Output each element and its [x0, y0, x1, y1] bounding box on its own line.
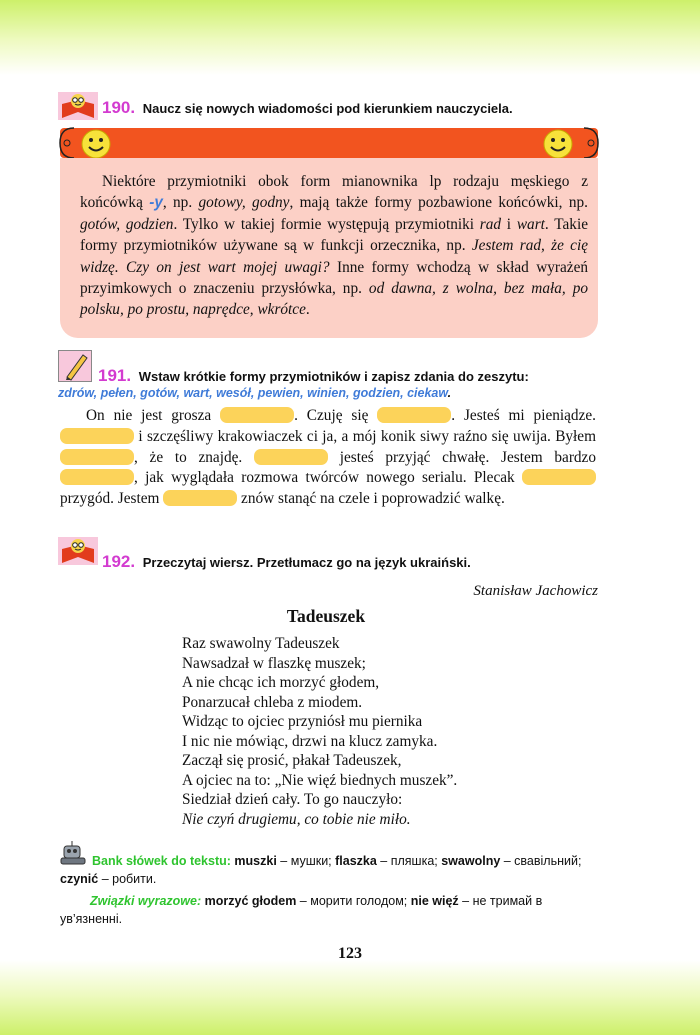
- rule-ending: -y: [149, 194, 163, 212]
- word-list-end: .: [447, 386, 452, 400]
- page-number: 123: [338, 945, 362, 962]
- poem-line: I nic nie mówiąc, drzwi na klucz zamyka.: [182, 732, 438, 750]
- rule-example: gotowy, godny: [198, 194, 290, 212]
- blank-gap[interactable]: [254, 449, 328, 465]
- exercise-number: 190.: [102, 98, 136, 117]
- blank-gap[interactable]: [60, 449, 134, 465]
- bank-word: flaszka: [335, 854, 377, 868]
- exercise-instruction: Naucz się nowych wiadomości pod kierunkiem nauczyciela.: [142, 101, 513, 116]
- word-phrases: [60, 892, 600, 928]
- sentence-part: jesteś przyjąć chwałę. Jestem bardzo: [327, 448, 596, 466]
- poem-line: Nawsadzał w flaszkę muszek;: [182, 654, 366, 672]
- rule-example: rad: [479, 215, 502, 233]
- blank-gap[interactable]: [60, 428, 134, 444]
- bank-translation: – робити.: [98, 872, 157, 886]
- exercise-number: 192.: [102, 552, 136, 571]
- rule-text-part: . Tylko w takiej formie występują przymiotniki: [173, 215, 480, 233]
- blank-gap[interactable]: [377, 407, 451, 423]
- exercise-191-text: [60, 406, 596, 510]
- reading-book-icon: [58, 537, 98, 570]
- rule-text-part: . Takie formy przymiotników używane są w funkcji orzecznika, np.: [80, 215, 588, 255]
- bank-translation: – пляшка;: [376, 854, 442, 868]
- sentence-part: On nie jest grosza: [86, 407, 221, 424]
- poem-author: Stanisław Jachowicz: [473, 583, 598, 599]
- exercise-number: 191.: [98, 366, 132, 385]
- blank-gap[interactable]: [522, 469, 596, 485]
- pencil-icon: [58, 350, 92, 382]
- exercise-190-header: [102, 99, 513, 118]
- rule-text-part: Niektóre przymiotniki obok form mianownika lp rodzaju męskiego z końcówką: [80, 173, 588, 212]
- bank-translation: – мушки;: [276, 854, 336, 868]
- rule-text-part: Inne formy wchodzą w skład wyrażeń przyimkowych o znaczeniu przysłówka, np.: [80, 258, 589, 298]
- sentence-part: , jak wyglądała rozmowa twórców nowego serialu. Plecak: [134, 469, 522, 487]
- bank-translation: – свавільний;: [500, 854, 582, 868]
- rule-text: [80, 171, 588, 321]
- rule-example: Jestem rad, że cię widzę. Czy on jest wart mojej uwagi?: [80, 237, 588, 276]
- rule-text-part: .: [305, 301, 310, 319]
- poem-line: A ojciec na to: „Nie więź biednych muszek”.: [182, 771, 458, 789]
- rule-example: od dawna, z wolna, bez mała, po polsku, po prostu, naprędce, wkrótce: [80, 280, 588, 319]
- rule-banner: [60, 128, 598, 158]
- blank-gap[interactable]: [163, 490, 237, 506]
- reading-book-icon: [58, 92, 98, 125]
- rule-example: gotów, godzien: [80, 215, 174, 233]
- exercise-192-header: [102, 553, 471, 572]
- word-bank: [60, 852, 600, 888]
- phrase-word: morzyć głodem: [204, 894, 297, 908]
- exercise-instruction: Wstaw krótkie formy przymiotników i zapisz zdania do zeszytu:: [138, 369, 529, 384]
- blank-gap[interactable]: [220, 407, 294, 423]
- phrase-translation: – не тримай в ув’язненні.: [60, 894, 543, 926]
- poem-line: Ponarzucał chleba z miodem.: [182, 693, 363, 711]
- poem-moral: Nie czyń drugiemu, co tobie nie miło.: [182, 810, 411, 828]
- word-list: [58, 386, 451, 400]
- bank-word: muszki: [234, 854, 277, 868]
- exercise-instruction: Przeczytaj wiersz. Przetłumacz go na język ukraiński.: [142, 555, 471, 570]
- rule-text-part: , np.: [162, 194, 199, 212]
- poem-line: Zaczął się prosić, płakał Tadeuszek,: [182, 752, 402, 769]
- phrase-translation: – морити голодом;: [296, 894, 411, 908]
- rule-text-part: , mają także formy pozbawione końcówki, np.: [289, 194, 588, 212]
- sentence-part: . Czuję się: [294, 407, 378, 424]
- rule-text-part: i: [501, 215, 517, 233]
- poem-body: [182, 634, 457, 829]
- blank-gap[interactable]: [60, 469, 134, 485]
- scroll-right-end: [582, 126, 600, 160]
- sentence-part: . Jesteś mi pieniądze.: [451, 407, 596, 424]
- word-list-text: zdrów, pełen, gotów, wart, wesół, pewien, winien, godzien, ciekaw: [58, 386, 448, 400]
- poem-title: Tadeuszek: [286, 606, 366, 626]
- poem-line: Siedział dzień cały. To go nauczyło:: [182, 791, 403, 808]
- sentence-part: , że to znajdę.: [134, 448, 254, 466]
- sentence-part: przygód. Jestem: [60, 490, 164, 508]
- phrases-label: Związki wyrazowe:: [90, 894, 202, 908]
- bank-word: czynić: [60, 872, 99, 886]
- poem-line: Widząc to ojciec przyniósł mu piernika: [182, 713, 423, 730]
- scroll-left-end: [58, 126, 76, 160]
- rule-example: wart: [516, 215, 545, 233]
- poem-line: A nie chcąc ich morzyć głodem,: [182, 674, 380, 691]
- word-bank-label: Bank słówek do tekstu:: [92, 854, 231, 868]
- bank-word: swawolny: [441, 854, 501, 868]
- sentence-part: i szczęśliwy krakowiaczek ci ja, a mój konik siwy raźno się uwija. Byłem: [134, 427, 596, 445]
- sentence-part: znów stanąć na czele i poprowadzić walkę.: [237, 490, 505, 508]
- poem-line: Raz swawolny Tadeuszek: [182, 635, 340, 652]
- phrase-word: nie więź: [410, 894, 459, 908]
- exercise-191-header: [98, 367, 529, 386]
